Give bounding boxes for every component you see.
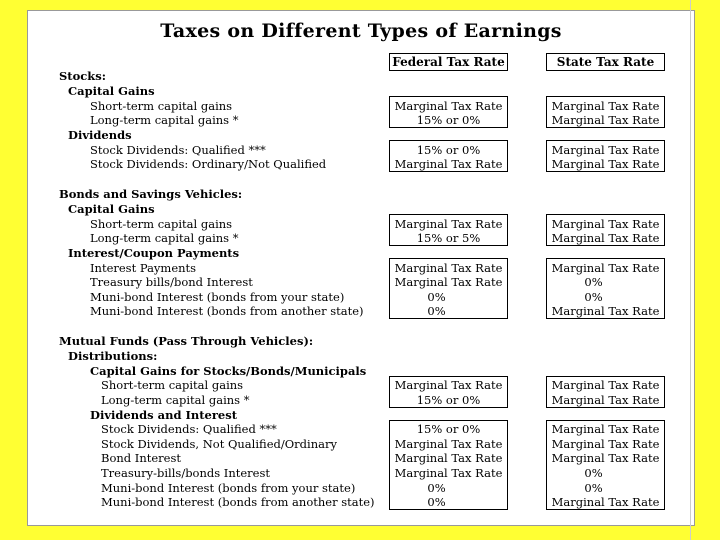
funds-muni-other-state-state: Marginal Tax Rate (551, 495, 660, 509)
funds-dividends-interest-heading: Dividends and Interest (90, 408, 238, 422)
funds-muni-your-state-state: 0% (584, 481, 603, 495)
funds-muni-other-state-federal: 0% (427, 495, 446, 509)
funds-long-term-state: Marginal Tax Rate (551, 393, 660, 407)
funds-qualified-state: Marginal Tax Rate (551, 422, 660, 436)
bonds-interest-heading: Interest/Coupon Payments (68, 246, 240, 260)
funds-not-qualified-label: Stock Dividends, Not Qualified/Ordinary (101, 437, 337, 451)
stocks-short-term-label: Short-term capital gains (90, 99, 233, 113)
funds-bond-interest-state: Marginal Tax Rate (551, 451, 660, 465)
funds-treasury-label: Treasury-bills/bonds Interest (101, 466, 271, 480)
bonds-long-term-label: Long-term capital gains * (90, 231, 239, 245)
stocks-long-term-label: Long-term capital gains * (90, 113, 239, 127)
funds-not-qualified-federal: Marginal Tax Rate (394, 437, 503, 451)
bonds-short-term-label: Short-term capital gains (90, 217, 233, 231)
stocks-long-term-state: Marginal Tax Rate (551, 113, 660, 127)
grid-divider (690, 0, 691, 540)
stocks-ordinary-federal: Marginal Tax Rate (394, 157, 503, 171)
bonds-capital-gains-heading: Capital Gains (68, 202, 155, 216)
funds-muni-your-state-label: Muni-bond Interest (bonds from your state) (101, 481, 356, 495)
stocks-capital-gains-heading: Capital Gains (68, 84, 155, 98)
bonds-long-term-federal: 15% or 5% (416, 231, 481, 245)
bonds-muni-your-state-federal: 0% (427, 290, 446, 304)
bonds-muni-your-state-state: 0% (584, 290, 603, 304)
funds-not-qualified-state: Marginal Tax Rate (551, 437, 660, 451)
stocks-heading: Stocks: (59, 69, 106, 83)
bonds-treasury-label: Treasury bills/bond Interest (90, 275, 253, 289)
bonds-muni-other-state-federal: 0% (427, 304, 446, 318)
bonds-muni-your-state-label: Muni-bond Interest (bonds from your state) (90, 290, 345, 304)
funds-bond-interest-label: Bond Interest (101, 451, 182, 465)
bonds-muni-other-state-state: Marginal Tax Rate (551, 304, 660, 318)
funds-bond-interest-federal: Marginal Tax Rate (394, 451, 503, 465)
funds-treasury-federal: Marginal Tax Rate (394, 466, 503, 480)
stocks-ordinary-label: Stock Dividends: Ordinary/Not Qualified (90, 157, 327, 171)
bonds-treasury-state: 0% (584, 275, 603, 289)
funds-capital-gains-heading: Capital Gains for Stocks/Bonds/Municipals (90, 364, 367, 378)
funds-short-term-state: Marginal Tax Rate (551, 378, 660, 392)
bonds-treasury-federal: Marginal Tax Rate (394, 275, 503, 289)
bonds-interest-payments-state: Marginal Tax Rate (551, 261, 660, 275)
bonds-muni-other-state-label: Muni-bond Interest (bonds from another state) (90, 304, 364, 318)
stocks-dividends-heading: Dividends (68, 128, 132, 142)
funds-treasury-state: 0% (584, 466, 603, 480)
funds-qualified-federal: 15% or 0% (416, 422, 481, 436)
page-title: Taxes on Different Types of Earnings (160, 20, 562, 42)
state-tax-rate-header: State Tax Rate (546, 53, 665, 71)
funds-short-term-label: Short-term capital gains (101, 378, 244, 392)
funds-long-term-label: Long-term capital gains * (101, 393, 250, 407)
funds-muni-other-state-label: Muni-bond Interest (bonds from another state) (101, 495, 375, 509)
stocks-qualified-state: Marginal Tax Rate (551, 143, 660, 157)
funds-muni-your-state-federal: 0% (427, 481, 446, 495)
bonds-interest-payments-label: Interest Payments (90, 261, 197, 275)
stocks-long-term-federal: 15% or 0% (416, 113, 481, 127)
worksheet-page (27, 10, 695, 526)
bonds-short-term-federal: Marginal Tax Rate (394, 217, 503, 231)
federal-tax-rate-header: Federal Tax Rate (389, 53, 508, 71)
funds-distributions-heading: Distributions: (68, 349, 158, 363)
funds-heading: Mutual Funds (Pass Through Vehicles): (59, 334, 314, 348)
bonds-long-term-state: Marginal Tax Rate (551, 231, 660, 245)
stocks-qualified-label: Stock Dividends: Qualified *** (90, 143, 266, 157)
funds-qualified-label: Stock Dividends: Qualified *** (101, 422, 277, 436)
bonds-short-term-state: Marginal Tax Rate (551, 217, 660, 231)
bonds-heading: Bonds and Savings Vehicles: (59, 187, 243, 201)
stocks-short-term-state: Marginal Tax Rate (551, 99, 660, 113)
stocks-short-term-federal: Marginal Tax Rate (394, 99, 503, 113)
stocks-qualified-federal: 15% or 0% (416, 143, 481, 157)
stocks-ordinary-state: Marginal Tax Rate (551, 157, 660, 171)
funds-long-term-federal: 15% or 0% (416, 393, 481, 407)
bonds-interest-payments-federal: Marginal Tax Rate (394, 261, 503, 275)
funds-short-term-federal: Marginal Tax Rate (394, 378, 503, 392)
